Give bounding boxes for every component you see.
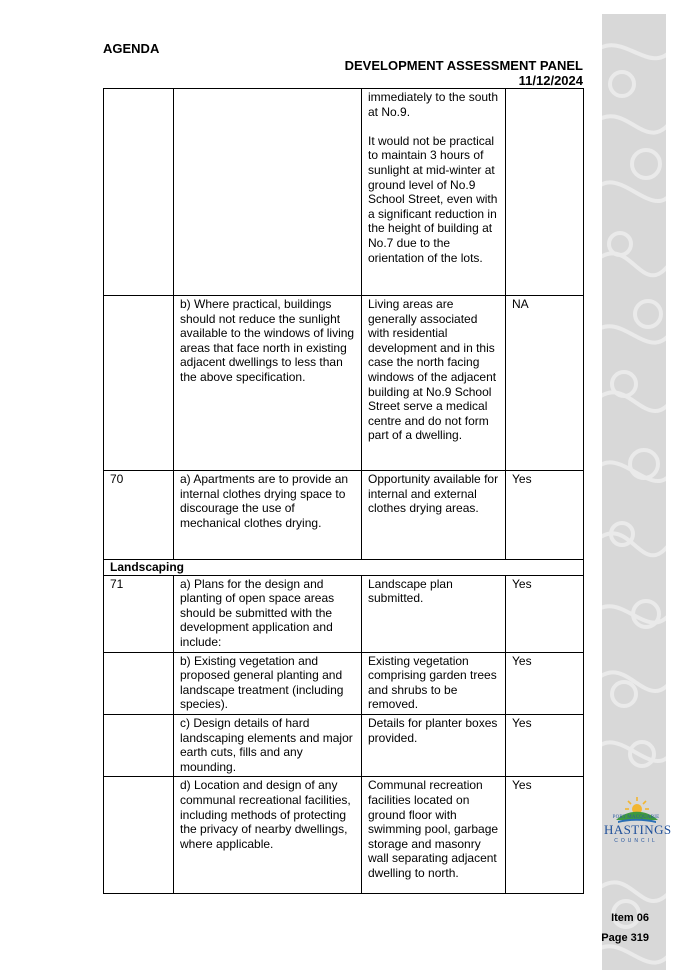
table-row (104, 714, 584, 776)
requirement-cell: a) Plans for the design and planting of open space areas should be submitted with the development application and include: (174, 575, 362, 652)
table-row (104, 471, 584, 560)
table-row (104, 89, 584, 296)
requirement-cell: c) Design details of hard landscaping elements and major earth cuts, fills and any mounding. (174, 714, 362, 776)
requirement-cell: a) Apartments are to provide an internal clothes drying space to discourage the use of mechanical clothes drying. (174, 471, 362, 560)
meeting-date: 11/12/2024 (518, 73, 583, 88)
section-row (104, 560, 584, 576)
table-row (104, 777, 584, 894)
comment-cell: Landscape plan submitted. (362, 575, 506, 652)
status-cell (506, 89, 584, 296)
panel-title: DEVELOPMENT ASSESSMENT PANEL (344, 58, 583, 73)
comment-cell: Details for planter boxes provided. (362, 714, 506, 776)
logo-text-hastings: HASTINGS (604, 822, 672, 837)
panel-heading (345, 58, 583, 88)
comment-cell (362, 89, 506, 296)
table-row (104, 296, 584, 471)
comment-cell: Opportunity available for internal and external clothes drying areas. (362, 471, 506, 560)
requirement-cell (174, 89, 362, 296)
status-cell: Yes (506, 714, 584, 776)
clause-number-cell (104, 777, 174, 894)
comment-cell: Living areas are generally associated with residential development and in this case the north facing windows of the adjacent building at No.9 School Street serve a medical centre and do not form part of a dwelling. (362, 296, 506, 471)
status-cell: NA (506, 296, 584, 471)
table-row (104, 652, 584, 714)
agenda-heading: AGENDA (103, 41, 160, 56)
requirement-cell: b) Where practical, buildings should not reduce the sunlight available to the windows of living areas that face north in existing adjacent dwellings to less than the above specification. (174, 296, 362, 471)
comment-text: immediately to the south at No.9. (368, 90, 499, 119)
clause-number-cell (104, 296, 174, 471)
clause-number-cell: 70 (104, 471, 174, 560)
section-heading-landscaping: Landscaping (104, 560, 584, 576)
status-cell: Yes (506, 471, 584, 560)
logo-text-port-macquarie: PORT MACQUARIE (612, 815, 660, 820)
clause-number-cell: 71 (104, 575, 174, 652)
item-number: Item 06 (611, 912, 649, 924)
status-cell: Yes (506, 575, 584, 652)
page-number: Page 319 (601, 932, 649, 944)
logo-text-council: COUNCIL (614, 838, 658, 844)
sun-icon (625, 797, 649, 814)
clause-number-cell (104, 652, 174, 714)
table-row (104, 575, 584, 652)
status-cell: Yes (506, 777, 584, 894)
clause-number-cell (104, 714, 174, 776)
compliance-table (103, 88, 584, 894)
comment-cell: Existing vegetation comprising garden trees and shrubs to be removed. (362, 652, 506, 714)
comment-cell: Communal recreation facilities located on ground floor with swimming pool, garbage storage and masonry wall separating adjacent dwelling to north. (362, 777, 506, 894)
requirement-cell: b) Existing vegetation and proposed general planting and landscape treatment (including species). (174, 652, 362, 714)
requirement-cell: d) Location and design of any communal recreational facilities, including methods of protecting the privacy of nearby dwellings, where applicable. (174, 777, 362, 894)
clause-number-cell (104, 89, 174, 296)
status-cell: Yes (506, 652, 584, 714)
comment-text: It would not be practical to maintain 3 hours of sunlight at mid-winter at ground level of No.9 School Street, even with a significant reduction in the height of building at No.7 due to the orientation of the lots. (368, 133, 498, 265)
